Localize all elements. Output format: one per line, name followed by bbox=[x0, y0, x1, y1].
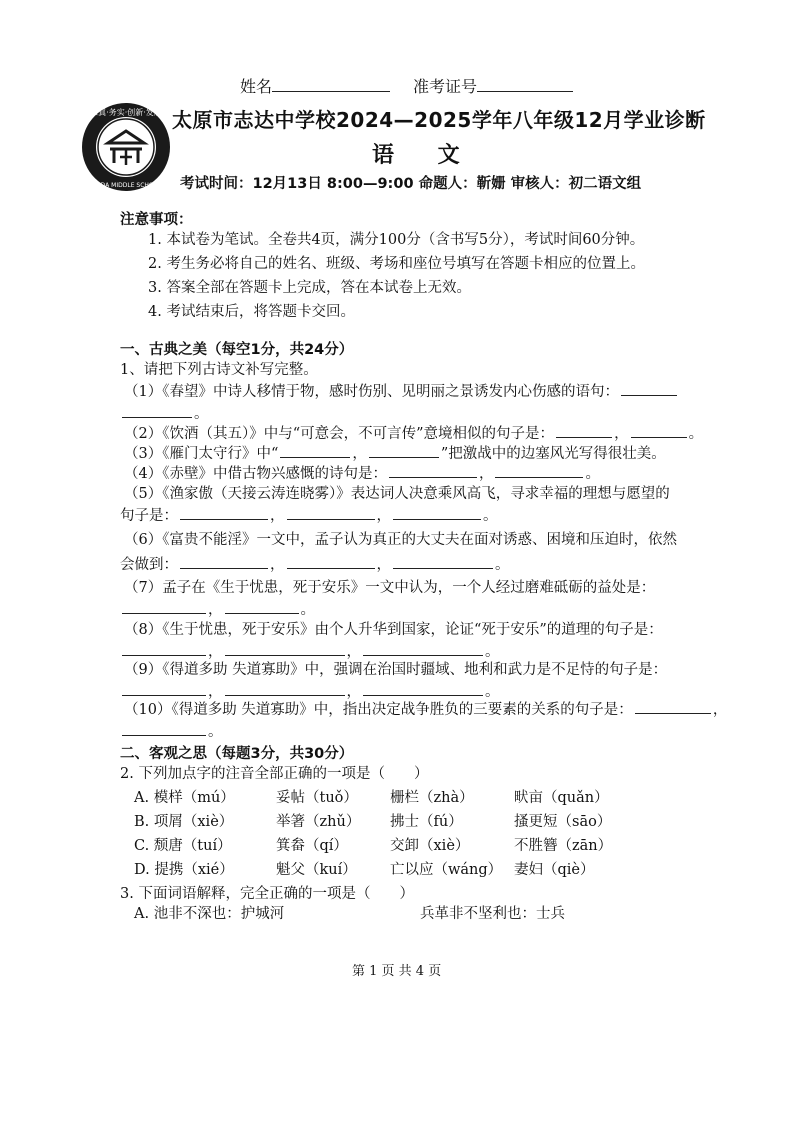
answer-blank[interactable] bbox=[280, 443, 350, 459]
answer-blank[interactable] bbox=[122, 599, 206, 615]
q2-option-b-item: 搔更短（sāo） bbox=[514, 814, 612, 830]
note-item: 1. 本试卷为笔试。全卷共4页，满分100分（含书写5分），考试时间60分钟。 bbox=[148, 232, 645, 248]
answer-blank[interactable] bbox=[122, 681, 206, 697]
q1-line-3: （3）《雁门太守行》中“ ， ”把激战中的边塞风光写得很壮美。 bbox=[124, 442, 666, 463]
answer-blank[interactable] bbox=[393, 505, 481, 521]
q1-line-1: （1）《春望》中诗人移情于物，感时伤别、见明丽之景诱发内心伤感的语句： bbox=[124, 380, 679, 401]
answer-blank[interactable] bbox=[631, 423, 687, 439]
section2-heading: 二、客观之思（每题3分，共30分） bbox=[120, 746, 354, 762]
q1-line-9b: ， ， 。 bbox=[120, 680, 500, 701]
answer-blank[interactable] bbox=[122, 721, 206, 737]
q1-line-10: （10）《得道多助 失道寡助》中，指出决定战争胜负的三要素的关系的句子是： ， bbox=[124, 698, 727, 719]
answer-blank[interactable] bbox=[225, 599, 299, 615]
name-field bbox=[240, 74, 390, 97]
section1-heading: 一、古典之美（每空1分，共24分） bbox=[120, 342, 354, 358]
q1-line-7b: ， 。 bbox=[120, 598, 315, 619]
q2-option-c[interactable]: C. 颓唐（tuí） bbox=[134, 838, 232, 854]
q1-line-10b: 。 bbox=[120, 720, 223, 741]
note-item: 2. 考生务必将自己的姓名、班级、考场和座位号填写在答题卡相应的位置上。 bbox=[148, 256, 645, 272]
seal-bottom-text: ZHIDA MIDDLE SCHOOL bbox=[90, 182, 162, 189]
q2-stem: 2. 下列加点字的注音全部正确的一项是（ ） bbox=[120, 766, 429, 782]
q2-option-c-item: 不胜簪（zān） bbox=[514, 838, 613, 854]
q3-stem: 3. 下面词语解释，完全正确的一项是（ ） bbox=[120, 886, 414, 902]
q1-line-5: （5）《渔家傲（天接云涛连晓雾）》表达词人决意乘风高飞，寻求幸福的理想与愿望的 bbox=[124, 486, 670, 502]
q2-option-a[interactable]: A. 模样（mú） bbox=[134, 790, 235, 806]
answer-blank[interactable] bbox=[287, 505, 375, 521]
q2-option-d-item: 妻妇（qiè） bbox=[514, 862, 595, 878]
answer-blank[interactable] bbox=[122, 641, 206, 657]
school-seal-icon bbox=[80, 101, 172, 193]
note-item: 4. 考试结束后，将答题卡交回。 bbox=[148, 304, 355, 320]
q2-option-b-item: 举箸（zhǔ） bbox=[276, 814, 361, 830]
q1-line-1b: 。 bbox=[120, 402, 209, 423]
q2-option-d-item: 亡以应（wáng） bbox=[390, 862, 503, 878]
answer-blank[interactable] bbox=[393, 554, 493, 570]
exam-title: 太原市志达中学校2024—2025学年八年级12月学业诊断 bbox=[172, 108, 706, 132]
answer-blank[interactable] bbox=[363, 681, 483, 697]
name-label: 姓名 bbox=[240, 77, 273, 96]
exam-number-blank[interactable] bbox=[477, 75, 573, 92]
answer-blank[interactable] bbox=[369, 443, 439, 459]
q1-line-7: （7）孟子在《生于忧患，死于安乐》一文中认为，一个人经过磨难砥砺的益处是： bbox=[124, 580, 656, 596]
q1-line-8: （8）《生于忧患，死于安乐》由个人升华到国家，论证“死于安乐”的道理的句子是： bbox=[124, 622, 663, 638]
q1-line-5b: 句子是： ， ， 。 bbox=[120, 504, 498, 525]
q2-option-d-item: 魁父（kuí） bbox=[276, 862, 357, 878]
q1-line-4: （4）《赤壁》中借古物兴感慨的诗句是： ， 。 bbox=[124, 462, 600, 483]
answer-blank[interactable] bbox=[180, 554, 268, 570]
q2-option-b[interactable]: B. 项屑（xiè） bbox=[134, 814, 234, 830]
q1-line-6b: 会做到： ， ， 。 bbox=[120, 553, 510, 574]
answer-blank[interactable] bbox=[556, 423, 612, 439]
seal-ring-text: 求真·务实·创新·发展 bbox=[90, 108, 162, 117]
answer-blank[interactable] bbox=[389, 463, 477, 479]
answer-blank[interactable] bbox=[363, 641, 483, 657]
q2-option-b-item: 拂士（fú） bbox=[390, 814, 463, 830]
q3-option-a-item: 兵革非不坚利也：士兵 bbox=[420, 906, 565, 922]
exam-info: 考试时间：12月13日 8:00—9:00 命题人：靳姗 审核人：初二语文组 bbox=[180, 176, 642, 192]
q1-line-8b: ， ， 。 bbox=[120, 640, 500, 661]
note-item: 3. 答案全部在答题卡上完成，答在本试卷上无效。 bbox=[148, 280, 471, 296]
q1-line-9: （9）《得道多助 失道寡助》中，强调在治国时疆域、地利和武力是不足恃的句子是： bbox=[124, 662, 668, 678]
answer-blank[interactable] bbox=[287, 554, 375, 570]
q2-option-d[interactable]: D. 提携（xié） bbox=[134, 862, 234, 878]
q2-option-a-item: 栅栏（zhà） bbox=[390, 790, 474, 806]
q1-intro: 1、请把下列古诗文补写完整。 bbox=[120, 362, 318, 378]
q2-option-c-item: 交卸（xiè） bbox=[390, 838, 470, 854]
exam-number-field bbox=[413, 74, 573, 97]
q2-option-a-item: 畎亩（quǎn） bbox=[514, 790, 609, 806]
answer-blank[interactable] bbox=[621, 381, 677, 397]
q1-line-6: （6）《富贵不能淫》一文中，孟子认为真正的大丈夫在面对诱惑、困境和压迫时，依然 bbox=[124, 532, 677, 548]
answer-blank[interactable] bbox=[225, 641, 345, 657]
answer-blank[interactable] bbox=[635, 699, 711, 715]
subject-title: 语 文 bbox=[372, 143, 478, 168]
exam-number-label: 准考证号 bbox=[413, 77, 478, 96]
notes-heading: 注意事项： bbox=[120, 212, 193, 228]
answer-blank[interactable] bbox=[495, 463, 583, 479]
answer-blank[interactable] bbox=[122, 403, 192, 419]
q2-option-c-item: 箕畚（qí） bbox=[276, 838, 348, 854]
name-blank[interactable] bbox=[272, 75, 390, 92]
q3-option-a[interactable]: A. 池非不深也：护城河 bbox=[134, 906, 285, 922]
answer-blank[interactable] bbox=[180, 505, 268, 521]
page-footer: 第 1 页 共 4 页 bbox=[352, 964, 442, 979]
q2-option-a-item: 妥帖（tuǒ） bbox=[276, 790, 358, 806]
q1-line-2: （2）《饮酒（其五）》中与“可意会，不可言传”意境相似的句子是： ， 。 bbox=[124, 422, 703, 443]
answer-blank[interactable] bbox=[225, 681, 345, 697]
